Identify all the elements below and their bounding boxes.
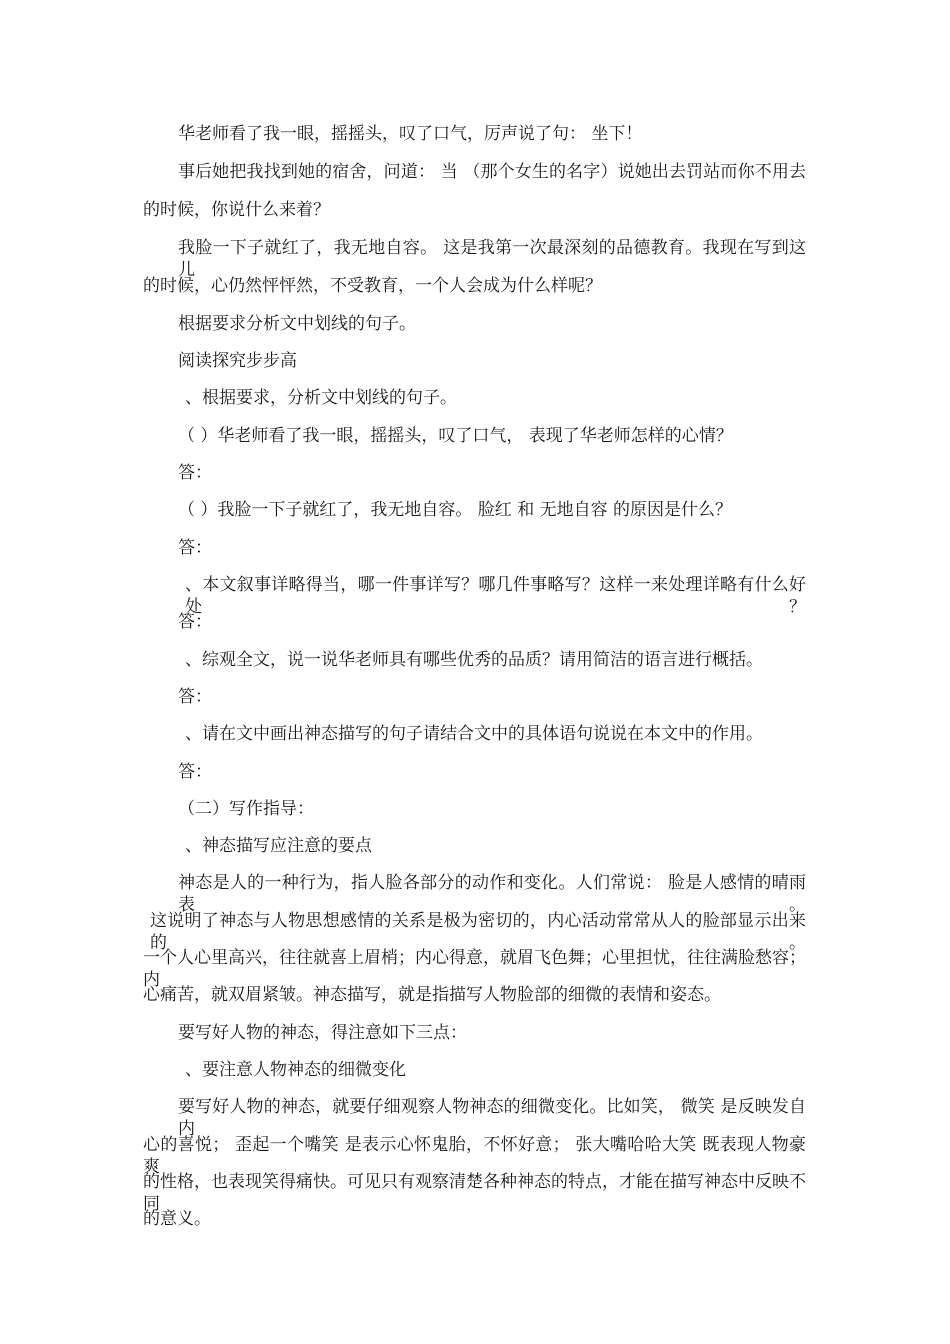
answer-label: 答： xyxy=(178,762,212,782)
paragraph-line: 根据要求分析文中划线的句子。 xyxy=(178,314,416,334)
paragraph-line: 心的喜悦； 歪起一个嘴笑 是表示心怀鬼胎，不怀好意； 张大嘴哈哈大笑 既表现人物豪爽 xyxy=(143,1135,806,1177)
paragraph-line: 我脸一下子就红了，我无地自容。 这是我第一次最深刻的品德教育。我现在写到这儿 xyxy=(178,238,806,280)
answer-label: 答： xyxy=(178,687,212,707)
answer-label: 答： xyxy=(178,463,212,483)
paragraph-line: 事后她把我找到她的宿舍，问道： 当 （那个女生的名字）说她出去罚站而你不用去 xyxy=(178,162,806,182)
paragraph-line: 的时候，心仍然怦怦然，不受教育，一个人会成为什么样呢？ xyxy=(143,276,602,296)
paragraph-line: 一个人心里高兴，往往就喜上眉梢；内心得意，就眉飞色舞；心里担忧，往往满脸愁容；内 xyxy=(143,948,806,990)
answer-label: 答： xyxy=(178,612,212,632)
paragraph-line: 要写好人物的神态，得注意如下三点： xyxy=(178,1023,467,1043)
paragraph-line: 的意义。 xyxy=(143,1209,211,1229)
paragraph-line: 神态是人的一种行为，指人脸各部分的动作和变化。人们常说： 脸是人感情的晴雨表。 xyxy=(178,873,806,915)
paragraph-line: 的性格，也表现笑得痛快。可见只有观察清楚各种神态的特点，才能在描写神态中反映不同 xyxy=(143,1172,806,1214)
answer-label: 答： xyxy=(178,538,212,558)
paragraph-line: 这说明了神态与人物思想感情的关系是极为密切的，内心活动常常从人的脸部显示出来的。 xyxy=(150,911,806,953)
paragraph-line: 心痛苦，就双眉紧皱。神态描写，就是指描写人物脸部的细微的表情和姿态。 xyxy=(143,985,721,1005)
paragraph-line: 的时候，你说什么来着？ xyxy=(143,200,330,220)
paragraph-line: 华老师看了我一眼，摇摇头，叹了口气，厉声说了句： 坐下！ xyxy=(178,124,643,144)
subsection-heading: 、要注意人物神态的细微变化 xyxy=(185,1060,406,1080)
question-item: 、根据要求，分析文中划线的句子。 xyxy=(185,388,457,408)
question-item: 、请在文中画出神态描写的句子请结合文中的具体语句说说在本文中的作用。 xyxy=(185,724,763,744)
subsection-heading: 、神态描写应注意的要点 xyxy=(185,836,372,856)
question-item: 、综观全文，说一说华老师具有哪些优秀的品质？请用简洁的语言进行概括。 xyxy=(185,650,763,670)
paragraph-line: 要写好人物的神态，就要仔细观察人物神态的细微变化。比如笑， 微笑 是反映发自内 xyxy=(178,1097,806,1139)
section-heading: （二）写作指导： xyxy=(178,799,314,819)
section-heading: 阅读探究步步高 xyxy=(178,351,297,371)
question-item: （ ）华老师看了我一眼，摇摇头，叹了口气， 表现了华老师怎样的心情？ xyxy=(178,426,733,446)
question-item: 、本文叙事详略得当，哪一件事详写？哪几件事略写？这样一来处理详略有什么好处？ xyxy=(185,575,806,617)
question-item: （ ）我脸一下子就红了，我无地自容。 脸红 和 无地自容 的原因是什么？ xyxy=(178,500,733,520)
